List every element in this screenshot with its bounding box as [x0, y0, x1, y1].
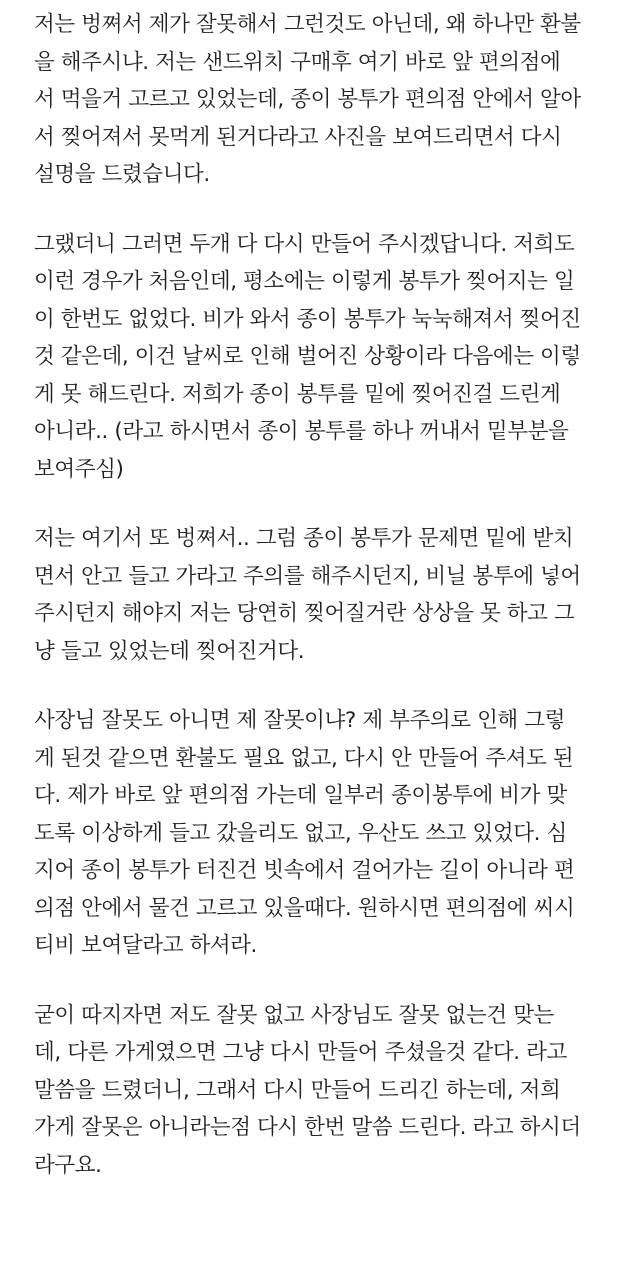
text-line: 것 같은데, 이건 날씨로 인해 벌어진 상황이라 다음에는 이렇	[34, 344, 581, 369]
text-line: 아니라.. (라고 하시면서 종이 봉투를 하나 꺼내서 밑부분을	[34, 419, 569, 444]
text-line: 주시던지 해야지 저는 당연히 찢어질거란 상상을 못 하고 그	[34, 601, 575, 626]
text-line: 저는 벙쪄서 제가 잘못해서 그런것도 아닌데, 왜 하나만 환불	[34, 12, 581, 37]
text-line: 굳이 따지자면 저도 잘못 없고 사장님도 잘못 없는건 맞는	[34, 1002, 554, 1028]
paragraph-1	[34, 6, 616, 194]
text-line: 사장님 잘못도 아니면 제 잘못이냐? 제 부주의로 인해 그렇	[34, 708, 565, 733]
paragraph-4	[34, 702, 616, 965]
text-line: 도록 이상하게 들고 갔을리도 없고, 우산도 쓰고 있었다. 심	[34, 820, 567, 846]
text-line: 이 한번도 없었다. 비가 와서 종이 봉투가 눅눅해져서 찢어진	[34, 306, 581, 332]
text-line: 이런 경우가 처음인데, 평소에는 이렇게 봉투가 찢어지는 일	[34, 269, 575, 294]
text-line: 을 해주시냐. 저는 샌드위치 구매후 여기 바로 앞 편의점에	[34, 49, 561, 75]
text-line: 그랬더니 그러면 두개 다 다시 만들어 주시겠답니다. 저희도	[34, 231, 575, 257]
text-line: 말씀을 드렸더니, 그래서 다시 만들어 드리긴 하는데, 저희	[34, 1077, 561, 1103]
text-line: 의점 안에서 물건 고르고 있을때다. 원하시면 편의점에 씨시	[34, 895, 575, 921]
paragraph-5	[34, 997, 616, 1185]
text-line: 설명을 드렸습니다.	[34, 162, 210, 187]
text-line: 냥 들고 있었는데 찢어진거다.	[34, 638, 305, 664]
text-line: 게 된것 같으면 환불도 필요 없고, 다시 안 만들어 주셔도 된	[34, 745, 574, 771]
text-line: 저는 여기서 또 벙쪄서.. 그럼 종이 봉투가 문제면 밑에 받치	[34, 526, 574, 551]
text-line: 티비 보여달라고 하셔라.	[34, 933, 257, 958]
text-line: 지어 종이 봉투가 터진건 빗속에서 걸어가는 길이 아니라 편	[34, 858, 575, 883]
text-line: 게 못 해드린다. 저희가 종이 봉투를 밑에 찢어진걸 드린게	[34, 381, 561, 407]
paragraph-2	[34, 226, 616, 489]
text-line: 서 먹을거 고르고 있었는데, 종이 봉투가 편의점 안에서 알아	[34, 87, 581, 112]
text-line: 면서 안고 들고 가라고 주의를 해주시던지, 비닐 봉투에 넣어	[34, 563, 581, 589]
text-line: 다. 제가 바로 앞 편의점 가는데 일부러 종이봉투에 비가 맞	[34, 783, 567, 808]
paragraph-3	[34, 520, 616, 670]
text-line: 가게 잘못은 아니라는점 다시 한번 말씀 드린다. 라고 하시더	[34, 1115, 581, 1140]
text-line: 서 찢어져서 못먹게 된거다라고 사진을 보여드리면서 다시	[34, 124, 562, 150]
text-line: 라구요.	[34, 1152, 102, 1178]
text-line: 데, 다른 가게였으면 그냥 다시 만들어 주셨을것 같다. 라고	[34, 1040, 567, 1065]
text-line: 보여주심)	[34, 456, 124, 482]
